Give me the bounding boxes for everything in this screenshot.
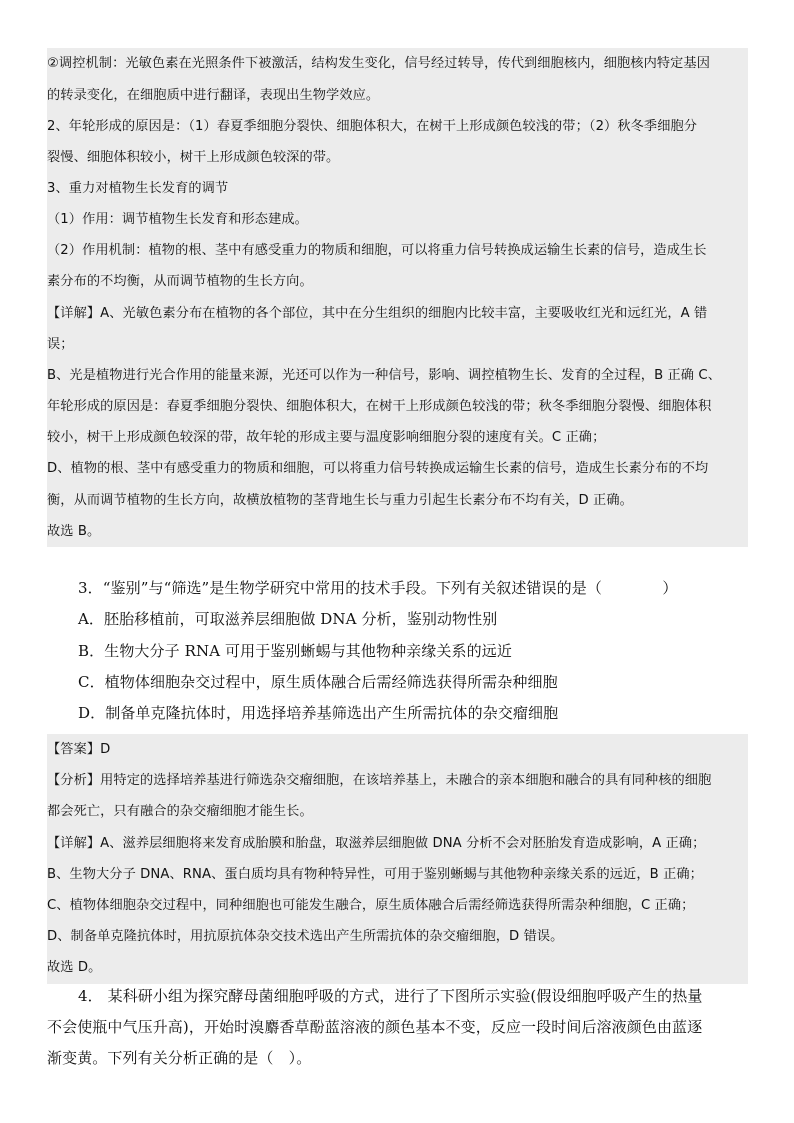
text-line: 较小，树干上形成颜色较深的带，故年轮的形成主要与温度影响细胞分裂的速度有关。C 正确； [47, 430, 606, 445]
text-line: 都会死亡，只有融合的杂交瘤细胞才能生长。 [47, 804, 313, 819]
option-a: A．胚胎移植前，可取滋养层细胞做 DNA 分析，鉴别动物性别 [78, 610, 498, 628]
option-d: D．制备单克隆抗体时，用选择培养基筛选出产生所需抗体的杂交瘤细胞 [78, 704, 559, 722]
answer-line: 【答案】D [47, 742, 111, 757]
text-line: 3、重力对植物生长发育的调节 [47, 181, 229, 196]
text-line: 【详解】A、滋养层细胞将来发育成胎膜和胎盘，取滋养层细胞做 DNA 分析不会对胚胎发育造成影响，A 正确； [47, 836, 706, 851]
text-line: 素分布的不均衡，从而调节植物的生长方向。 [47, 274, 313, 289]
question-stem: 4． 某科研小组为探究酵母菌细胞呼吸的方式，进行了下图所示实验(假设细胞呼吸产生的热量 [78, 987, 703, 1005]
option-b: B．生物大分子 RNA 可用于鉴别蜥蜴与其他物种亲缘关系的远近 [78, 642, 512, 660]
text-line: D、制备单克隆抗体时，用抗原抗体杂交技术选出产生所需抗体的杂交瘤细胞，D 错误。 [47, 929, 564, 944]
text-line: 年轮形成的原因是：春夏季细胞分裂快、细胞体积大，在树干上形成颜色较浅的带；秋冬季细胞分裂慢、细胞体积 [47, 399, 712, 414]
text-line: 衡，从而调节植物的生长方向，故横放植物的茎背地生长与重力引起生长素分布不均有关，D 正确。 [47, 493, 633, 508]
question-stem-continued: 渐变黄。下列有关分析正确的是（ ）。 [47, 1049, 312, 1067]
text-line: 误； [47, 337, 74, 352]
text-line: 【详解】A、光敏色素分布在植物的各个部位，其中在分生组织的细胞内比较丰富，主要吸收红光和远红光，A 错 [47, 306, 708, 321]
text-line: 【分析】用特定的选择培养基进行筛选杂交瘤细胞，在该培养基上，未融合的亲本细胞和融合的具有同种核的细胞 [47, 773, 712, 788]
text-line: B、光是植物进行光合作用的能量来源，光还可以作为一种信号，影响、调控植物生长、发育的全过程，B 正确 C、 [47, 368, 721, 383]
text-line: B、生物大分子 DNA、RNA、蛋白质均具有物种特异性，可用于鉴别蜥蜴与其他物种亲缘关系的远近，B 正确； [47, 867, 703, 882]
text-line: 故选 B。 [47, 524, 101, 539]
text-line: 2、年轮形成的原因是：（1）春夏季细胞分裂快、细胞体积大，在树干上形成颜色较浅的带；（2）秋冬季细胞分 [47, 119, 698, 134]
text-line: 裂慢、细胞体积较小，树干上形成颜色较深的带。 [47, 150, 340, 165]
text-line: 故选 D。 [47, 960, 102, 975]
text-line: ②调控机制：光敏色素在光照条件下被激活，结构发生变化，信号经过转导，传代到细胞核内，细胞核内特定基因 [47, 56, 711, 71]
question-stem-continued: 不会使瓶中气压升高)，开始时溴麝香草酚蓝溶液的颜色基本不变，反应一段时间后溶液颜色由蓝逐 [47, 1018, 703, 1036]
text-line: D、植物的根、茎中有感受重力的物质和细胞，可以将重力信号转换成运输生长素的信号，造成生长素分布的不均 [47, 461, 709, 476]
text-line: （2）作用机制：植物的根、茎中有感受重力的物质和细胞，可以将重力信号转换成运输生长素的信号，造成生长 [47, 243, 707, 258]
option-c: C．植物体细胞杂交过程中，原生质体融合后需经筛选获得所需杂种细胞 [78, 673, 558, 691]
question-stem: 3．“鉴别”与“筛选”是生物学研究中常用的技术手段。下列有关叙述错误的是（ ） [78, 579, 678, 597]
text-line: C、植物体细胞杂交过程中，同种细胞也可能发生融合，原生质体融合后需经筛选获得所需杂种细胞，C 正确； [47, 898, 695, 913]
text-line: 的转录变化，在细胞质中进行翻译，表现出生物学效应。 [47, 88, 380, 103]
text-line: （1）作用：调节植物生长发育和形态建成。 [47, 212, 308, 227]
